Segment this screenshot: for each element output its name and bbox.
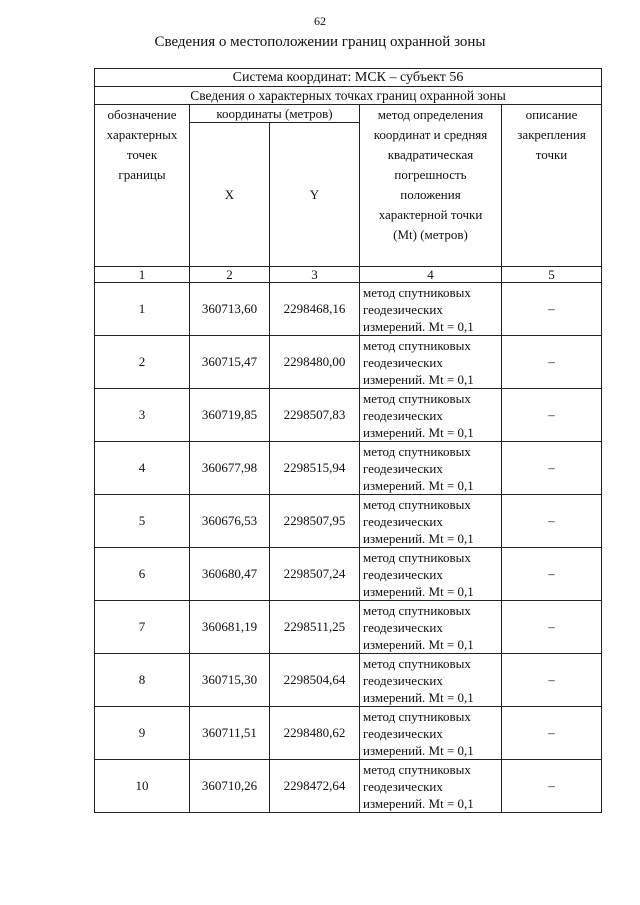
method-line: метод спутниковых <box>363 390 471 406</box>
method-cell <box>360 495 502 548</box>
x-coordinate-cell: 360710,26 <box>190 760 270 813</box>
point-number-cell: 1 <box>95 283 190 336</box>
page-number: 62 <box>314 14 326 28</box>
table-row <box>95 654 602 707</box>
method-line: измерений. Mt = 0,1 <box>363 583 474 599</box>
fixing-cell: – <box>502 654 602 707</box>
method-cell <box>360 654 502 707</box>
boundary-points-table <box>94 68 602 813</box>
column-number: 1 <box>95 267 190 283</box>
fixing-cell: – <box>502 283 602 336</box>
method-line: метод спутниковых <box>363 708 471 724</box>
x-coordinate-cell: 360677,98 <box>190 442 270 495</box>
table-row <box>95 283 602 336</box>
method-line: метод спутниковых <box>363 284 471 300</box>
header-y: Y <box>270 123 360 267</box>
method-cell <box>360 548 502 601</box>
table-row <box>95 336 602 389</box>
table-row <box>95 389 602 442</box>
method-line: геодезических <box>363 407 443 423</box>
method-cell <box>360 389 502 442</box>
y-coordinate-cell: 2298480,00 <box>270 336 360 389</box>
method-line: геодезических <box>363 301 443 317</box>
fixing-cell: – <box>502 548 602 601</box>
header-x: X <box>190 123 270 267</box>
method-line: геодезических <box>363 354 443 370</box>
point-number-cell: 3 <box>95 389 190 442</box>
table-row <box>95 548 602 601</box>
method-line: измерений. Mt = 0,1 <box>363 371 474 387</box>
table-row <box>95 495 602 548</box>
column-number: 4 <box>360 267 502 283</box>
table-row <box>95 760 602 813</box>
x-coordinate-cell: 360713,60 <box>190 283 270 336</box>
y-coordinate-cell: 2298468,16 <box>270 283 360 336</box>
header-row <box>95 105 602 123</box>
fixing-cell: – <box>502 389 602 442</box>
method-line: измерений. Mt = 0,1 <box>363 424 474 440</box>
section-row <box>95 87 602 105</box>
header-point: обозначение характерных точек границы <box>95 105 190 267</box>
method-line: метод спутниковых <box>363 549 471 565</box>
method-line: метод спутниковых <box>363 443 471 459</box>
y-coordinate-cell: 2298507,24 <box>270 548 360 601</box>
method-cell <box>360 760 502 813</box>
y-coordinate-cell: 2298507,95 <box>270 495 360 548</box>
column-number: 5 <box>502 267 602 283</box>
method-line: геодезических <box>363 513 443 529</box>
method-cell <box>360 336 502 389</box>
x-coordinate-cell: 360711,51 <box>190 707 270 760</box>
method-line: геодезических <box>363 619 443 635</box>
method-line: метод спутниковых <box>363 496 471 512</box>
method-line: измерений. Mt = 0,1 <box>363 318 474 334</box>
coordinate-system-row <box>95 69 602 87</box>
table-row <box>95 601 602 654</box>
method-line: геодезических <box>363 672 443 688</box>
fixing-cell: – <box>502 601 602 654</box>
method-cell <box>360 283 502 336</box>
method-line: геодезических <box>363 566 443 582</box>
column-numbers-row <box>95 267 602 283</box>
point-number-cell: 5 <box>95 495 190 548</box>
point-number-cell: 4 <box>95 442 190 495</box>
point-number-cell: 7 <box>95 601 190 654</box>
x-coordinate-cell: 360715,30 <box>190 654 270 707</box>
method-cell <box>360 442 502 495</box>
header-method: метод определения координат и средняя квадратическая погрешность положения характерной точки (Mt) (метров) <box>360 105 502 267</box>
method-line: измерений. Mt = 0,1 <box>363 477 474 493</box>
method-line: метод спутниковых <box>363 655 471 671</box>
point-number-cell: 9 <box>95 707 190 760</box>
fixing-cell: – <box>502 442 602 495</box>
method-line: метод спутниковых <box>363 602 471 618</box>
y-coordinate-cell: 2298472,64 <box>270 760 360 813</box>
table-row <box>95 442 602 495</box>
document-title: Сведения о местоположении границ охранной зоны <box>154 34 486 50</box>
point-number-cell: 6 <box>95 548 190 601</box>
column-number: 3 <box>270 267 360 283</box>
method-line: измерений. Mt = 0,1 <box>363 742 474 758</box>
x-coordinate-cell: 360719,85 <box>190 389 270 442</box>
method-line: метод спутниковых <box>363 337 471 353</box>
method-line: измерений. Mt = 0,1 <box>363 530 474 546</box>
method-line: геодезических <box>363 725 443 741</box>
fixing-cell: – <box>502 336 602 389</box>
y-coordinate-cell: 2298515,94 <box>270 442 360 495</box>
section-label: Сведения о характерных точках границ охранной зоны <box>95 87 602 105</box>
fixing-cell: – <box>502 707 602 760</box>
method-line: измерений. Mt = 0,1 <box>363 795 474 811</box>
header-fixing: описание закрепления точки <box>502 105 602 267</box>
column-number: 2 <box>190 267 270 283</box>
x-coordinate-cell: 360715,47 <box>190 336 270 389</box>
method-line: геодезических <box>363 460 443 476</box>
table-row <box>95 707 602 760</box>
method-line: геодезических <box>363 778 443 794</box>
method-cell <box>360 601 502 654</box>
fixing-cell: – <box>502 760 602 813</box>
x-coordinate-cell: 360676,53 <box>190 495 270 548</box>
method-cell <box>360 707 502 760</box>
x-coordinate-cell: 360680,47 <box>190 548 270 601</box>
point-number-cell: 2 <box>95 336 190 389</box>
header-coords: координаты (метров) <box>190 105 360 123</box>
y-coordinate-cell: 2298504,64 <box>270 654 360 707</box>
coordinate-system-label: Система координат: МСК – субъект 56 <box>95 69 602 87</box>
method-line: метод спутниковых <box>363 761 471 777</box>
x-coordinate-cell: 360681,19 <box>190 601 270 654</box>
fixing-cell: – <box>502 495 602 548</box>
method-line: измерений. Mt = 0,1 <box>363 689 474 705</box>
y-coordinate-cell: 2298480,62 <box>270 707 360 760</box>
point-number-cell: 10 <box>95 760 190 813</box>
method-line: измерений. Mt = 0,1 <box>363 636 474 652</box>
y-coordinate-cell: 2298507,83 <box>270 389 360 442</box>
y-coordinate-cell: 2298511,25 <box>270 601 360 654</box>
point-number-cell: 8 <box>95 654 190 707</box>
